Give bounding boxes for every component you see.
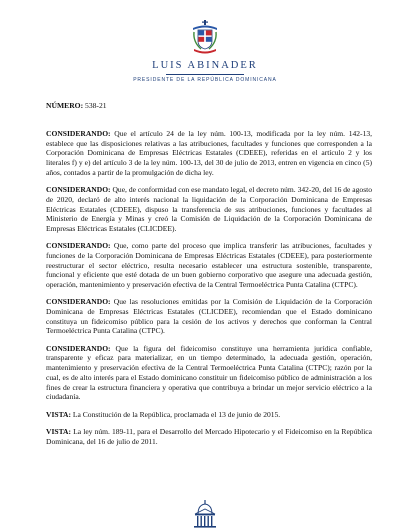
paragraph <box>46 185 372 234</box>
decree-number <box>46 101 107 110</box>
decree-number-value: 538-21 <box>85 101 107 110</box>
paragraph <box>46 410 372 420</box>
header-divider <box>166 74 244 75</box>
coat-of-arms-icon <box>191 20 219 54</box>
paragraph-text: Que, como parte del proceso que implica transferir las atribuciones, facultades y funciones de la Corporación Dominicana de Empresas Eléctricas Estatales (CDEEE), para posteriormente reestructurar el sector eléctrico, resulta necesario establecer una estructura sostenible, transparente, funcional y eficiente que esté dotada de un buen gobierno corporativo que asegure una adecuada gestión, operación, mantenimiento y preservación efectiva de la Central Termoeléctrica Punta Catalina (CTPC). <box>46 241 372 290</box>
paragraph-label: CONSIDERANDO: <box>46 241 111 251</box>
paragraph-text: Que las resoluciones emitidas por la Comisión de Liquidación de la Corporación Dominicana de Empresas Eléctricas Estatales (CLICDEE), recomiendan que el Estado dominicano constituya un fideicomiso público para la cesión de los activos y derechos que conforman la Central Termoeléctrica Punta Catalina (CTPC). <box>46 297 372 336</box>
document-body <box>46 129 372 454</box>
president-title: PRESIDENTE DE LA REPÚBLICA DOMINICANA <box>133 77 277 83</box>
paragraph <box>46 241 372 290</box>
paragraph-text: Que el artículo 24 de la ley núm. 100-13, modificada por la ley núm. 142-13, establece que las disposiciones relativas a las atribuciones, facultades y funciones que corresponden a la Corporación Dominicana de Empresas Eléctricas Estatales (CDEEE), referidas en el artículo 2 y los literales f) y e) del artículo 3 de la ley núm. 100-13, del 30 de julio de 2013, entren en vigencia en cinco (5) años, contados a partir de la promulgación de dicha ley. <box>46 129 372 177</box>
paragraph-label: CONSIDERANDO: <box>46 297 111 307</box>
paragraph <box>46 427 372 446</box>
palace-emblem-icon <box>192 500 218 530</box>
paragraph-text: Que la figura del fideicomiso constituye una herramienta jurídica confiable, transparente y eficaz para materializar, en un tiempo determinado, la adecuada gestión, operación, mantenimiento y preservación efectiva de la Central Termoeléctrica Punta Catalina (CTPC); razón por la cual, es de alto interés para el Estado dominicano constituir un fideicomiso público de administración a los fines de crear la estructura financiera y operativa que contribuya a brindar un mejor servicio eléctrico a la ciudadanía. <box>46 343 373 402</box>
paragraph <box>46 297 372 336</box>
paragraph <box>46 129 372 178</box>
paragraph-text: Que, de conformidad con ese mandato legal, el decreto núm. 342-20, del 16 de agosto de 2020, declaró de alto interés nacional la liquidación de la Corporación Dominicana de Empresas Eléctricas Estatales (CDEEE), dispuso la transferencia de sus atribuciones, funciones y facultades al Ministerio de Energía y Minas y creó la Comisión de Liquidación de la Corporación Dominicana de Empresas Eléctricas Estatales (CLICDEE). <box>46 185 373 233</box>
paragraph-label: CONSIDERANDO: <box>46 343 111 353</box>
paragraph <box>46 344 372 402</box>
paragraph-label: CONSIDERANDO: <box>46 129 111 138</box>
paragraph-text: La Constitución de la República, proclamada el 13 de junio de 2015. <box>72 409 281 419</box>
paragraph-label: VISTA: <box>46 409 72 419</box>
paragraph-label: VISTA: <box>46 426 72 436</box>
decree-number-label: NÚMERO: <box>46 101 84 110</box>
paragraph-text: La ley núm. 189-11, para el Desarrollo del Mercado Hipotecario y el Fideicomiso en la República Dominicana, del 16 de julio de 2011. <box>46 426 373 446</box>
paragraph-label: CONSIDERANDO: <box>46 185 111 195</box>
president-name: LUIS ABINADER <box>152 60 258 71</box>
